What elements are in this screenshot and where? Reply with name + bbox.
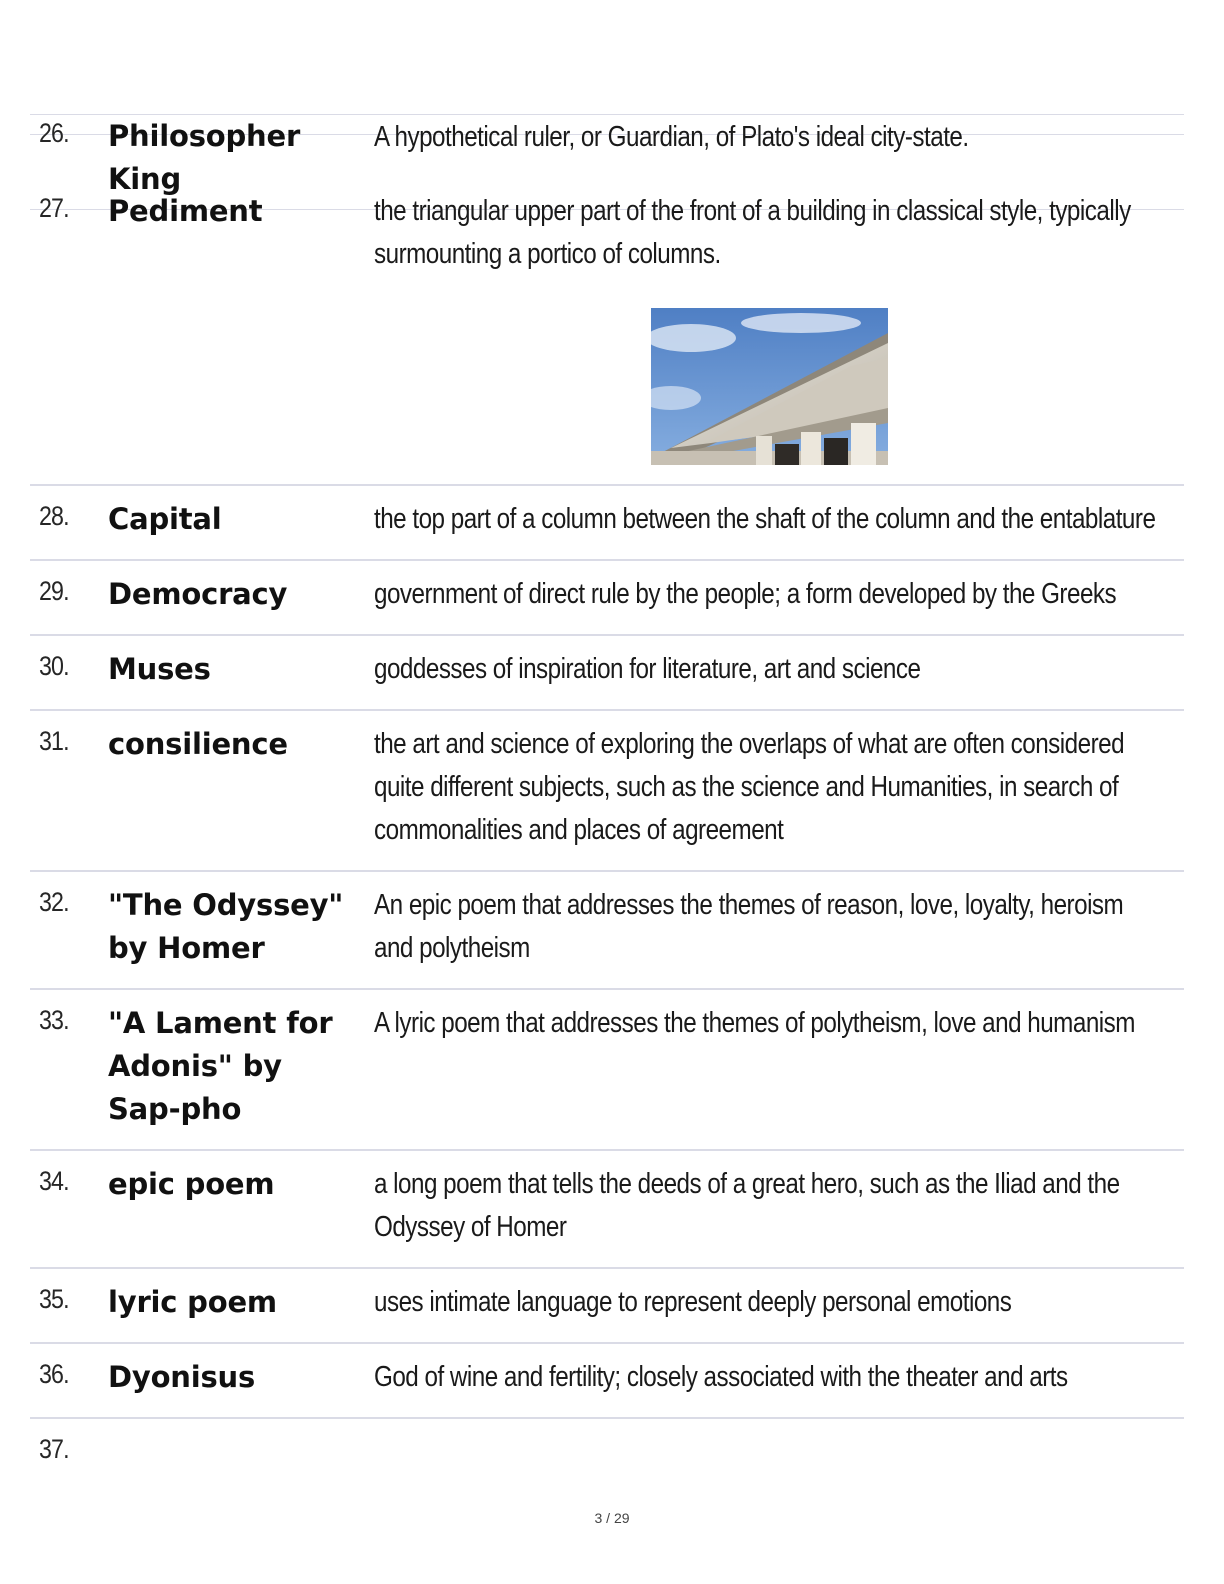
row-divider [30, 634, 1184, 636]
row-divider [30, 1267, 1184, 1269]
row-divider [30, 1149, 1184, 1151]
entry-term: Dyonisus [108, 1360, 256, 1394]
entry-number: 27. [39, 193, 69, 223]
row-divider [30, 1342, 1184, 1344]
entry-definition: the triangular upper part of the front of a building in classical style, typically surmounting a portico of columns. [374, 195, 1131, 270]
entry-term: Philosopher King [108, 119, 301, 196]
page-number: 3 / 29 [594, 1510, 630, 1526]
entry-number: 32. [39, 887, 69, 917]
entry-definition: a long poem that tells the deeds of a great hero, such as the Iliad and the Odyssey of Homer [374, 1168, 1120, 1243]
entry-definition: the art and science of exploring the overlaps of what are often considered quite different subjects, such as the science and Humanities, in search of commonalities and places of agreement [374, 728, 1125, 846]
entry-number: 33. [39, 1005, 69, 1035]
entry-number: 31. [39, 726, 69, 756]
entry-definition: A lyric poem that addresses the themes of polytheism, love and humanism [374, 1007, 1135, 1039]
entry-number: 37. [39, 1434, 69, 1464]
pediment-photo [651, 308, 888, 465]
row-divider [30, 870, 1184, 872]
entry-definition: government of direct rule by the people; a form developed by the Greeks [374, 578, 1117, 610]
entry-number: 29. [39, 576, 69, 606]
entry-number: 28. [39, 501, 69, 531]
entry-term: "The Odyssey" by Homer [108, 888, 344, 965]
entry-definition: God of wine and fertility; closely associated with the theater and arts [374, 1361, 1068, 1393]
entry-number: 30. [39, 651, 69, 681]
row-divider [30, 1417, 1184, 1419]
entry-definition: the top part of a column between the shaft of the column and the entablature [374, 503, 1156, 535]
entry-term: epic poem [108, 1167, 275, 1201]
entry-number: 36. [39, 1359, 69, 1389]
entry-term: Muses [108, 652, 211, 686]
entry-term: Pediment [108, 194, 263, 228]
row-divider [30, 988, 1184, 990]
entry-number: 34. [39, 1166, 69, 1196]
entry-number: 35. [39, 1284, 69, 1314]
row-divider [30, 559, 1184, 561]
entry-definition: A hypothetical ruler, or Guardian, of Plato's ideal city-state. [374, 121, 969, 153]
entry-number: 26. [39, 118, 69, 148]
entry-term: "A Lament for Adonis" by Sap-pho [108, 1006, 333, 1126]
entry-definition: uses intimate language to represent deeply personal emotions [374, 1286, 1012, 1318]
entry-term: lyric poem [108, 1285, 277, 1319]
entry-definition: goddesses of inspiration for literature, art and science [374, 653, 921, 685]
entry-definition: An epic poem that addresses the themes of reason, love, loyalty, heroism and polytheism [374, 889, 1124, 964]
row-divider [30, 484, 1184, 486]
row-divider [30, 709, 1184, 711]
entry-term: Democracy [108, 577, 288, 611]
entry-term: consilience [108, 727, 288, 761]
entry-term: Capital [108, 502, 222, 536]
